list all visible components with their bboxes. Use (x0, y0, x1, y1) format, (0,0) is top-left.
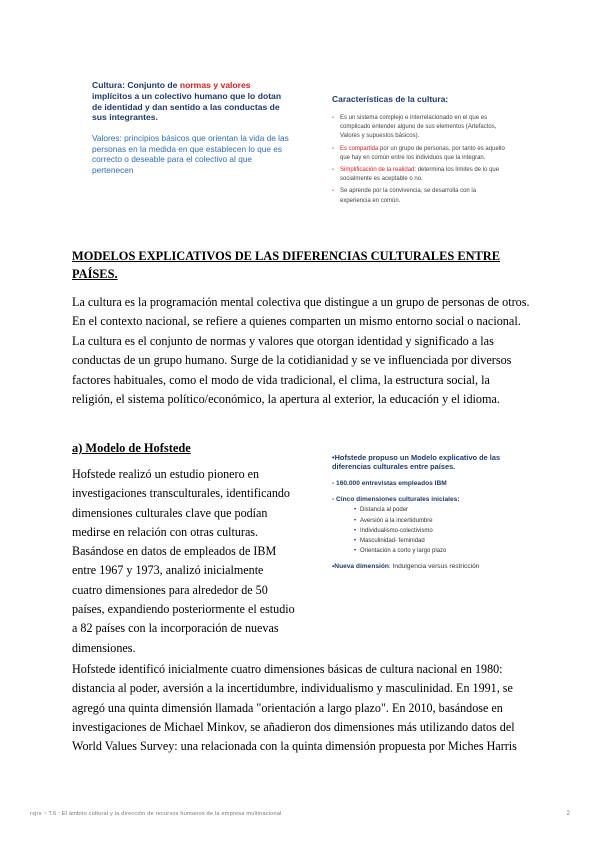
characteristic-item: - Simplificación de la realidad: determina los límites de lo que socialmente es aceptable o no. (332, 166, 507, 184)
hofstede-slide-title: •Hofstede propuso un Modelo explicativo de las diferencias culturales entre países. (332, 453, 501, 472)
section-heading: MODELOS EXPLICATIVOS DE LAS DIFERENCIAS CULTURALES ENTRE PAÍSES. (72, 249, 501, 281)
characteristics-list (332, 114, 507, 206)
page-footer: rsjrs ~ T.6 : El ámbito cultural y la dirección de recursos humanos de la empresa multinacional (30, 811, 282, 817)
characteristic-item: - Es un sistema complejo e interrelacionado en el que es complicado entender alguno de sus elementos (Artefactos, Valores y supuestos básicos). (332, 114, 507, 142)
dimension-item: • Individualismo-colectivismo (332, 526, 532, 536)
dimension-item: • Aversión a la incertidumbre (332, 516, 532, 526)
hofstede-slide (332, 453, 532, 570)
hofstede-heading: a) Modelo de Hofstede (72, 441, 191, 455)
characteristic-item: - Se aprende por la convivencia, se desarrolla con la experiencia en común. (332, 187, 507, 205)
definition-start: Cultura: Conjunto de (92, 80, 180, 90)
hofstede-interviews: - 160.000 entrevistas empleados IBM (332, 480, 447, 488)
hofstede-dimensions-list (332, 505, 532, 555)
characteristics-title: Características de la cultura: (332, 94, 449, 104)
culture-definition (92, 80, 292, 123)
values-definition: Valores: principios básicos que orientan la vida de las personas en la medida en que establecen lo que es correcto o deseable para el colectivo al que pertenecen (92, 133, 289, 175)
culture-characteristics-slide (332, 94, 507, 209)
dimension-item: • Orientación a corto y largo plazo (332, 546, 532, 556)
definition-highlight: normas y valores (179, 80, 251, 90)
characteristic-item: - Es compartida por un grupo de personas, por tanto es aquello que hay en común entre los individuos que la integran. (332, 145, 507, 163)
dimension-item: • Masculinidad- feminidad (332, 536, 532, 546)
hofstede-new-dimension: •Nueva dimensión: Indulgencia versus restricción (332, 562, 480, 570)
definition-end: implícitos a un colectivo humano que lo dotan de identidad y dan sentido a las conductas de sus integrantes. (92, 90, 282, 123)
page-number: 2 (566, 811, 570, 817)
dimension-item: • Distancia al poder (332, 505, 532, 515)
paragraph-culture-programming: La cultura es la programación mental colectiva que distingue a un grupo de personas de otros. En el contexto nacional, se refiere a quienes comparten un mismo entorno social o nacional. (72, 295, 530, 329)
paragraph-culture-norms: La cultura es el conjunto de normas y valores que otorgan identidad y significado a las conductas de un grupo humano. Surge de la cotidianidad y se ve influenciada por diversos factores habituales, como el modo de vida tradicional, el clima, la estructura social, la religión, el sistema político/económico, la apertura al exterior, la educación y el idioma. (72, 334, 512, 406)
paragraph-hofstede-dimensions: Hofstede identificó inicialmente cuatro dimensiones básicas de cultura nacional en 1980: distancia al poder, aversión a la incertidumbre, individualismo y masculinidad. En 1991, se agregó una quinta dimensión llamada "orientación a largo plazo". En 2010, basándose en investigaciones de Michael Minkov, se añadieron dos dimensiones más utilizando datos del World Values Survey: una relacionada con la quinta dimensión propuesta por Miches Harris (72, 662, 517, 754)
hofstede-dimensions-label: - Cinco dimensiones culturales iniciales: (332, 496, 460, 504)
paragraph-hofstede-study: Hofstede realizó un estudio pionero en investigaciones transculturales, identificando dimensiones culturales clave que podían medirse en relación con otras culturas. Basándose en datos de empleados de IBM entre 1967 y 1973, analizó inicialmente cuatro dimensiones para alrededor de 50 países, expandiendo posteriormente el estudio a 82 países con la incorporación de nuevas dimensiones. (72, 467, 295, 655)
culture-definition-slide (92, 80, 292, 176)
